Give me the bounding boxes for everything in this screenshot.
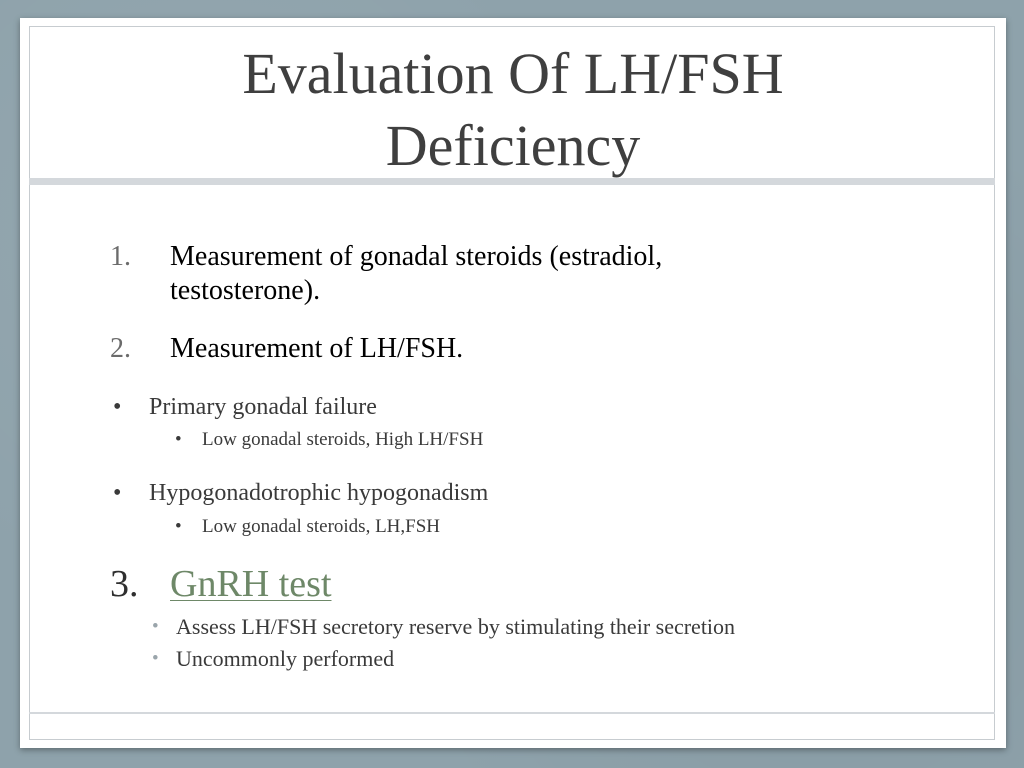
sub-bullet-marker: • <box>175 429 182 450</box>
bullet-marker: • <box>113 480 122 506</box>
sub-bullet-marker: • <box>152 616 159 637</box>
slide-title-line-2: Deficiency <box>385 113 641 178</box>
slide <box>20 18 1006 748</box>
footer-divider <box>29 712 995 714</box>
sub-bullet-text: Assess LH/FSH secretory reserve by stimulating their secretion <box>176 614 736 639</box>
item-text: Measurement of LH/FSH. <box>170 333 464 364</box>
sub-bullet-marker: • <box>152 648 159 669</box>
item-text-line-1: Measurement of gonadal steroids (estradiol, <box>170 241 663 272</box>
sub-bullet-text: Low gonadal steroids, High LH/FSH <box>202 429 484 450</box>
sub-bullet-marker: • <box>175 516 182 537</box>
bullet-text: Hypogonadotrophic hypogonadism <box>149 480 489 506</box>
sub-bullet-text: Uncommonly performed <box>176 646 395 671</box>
gnrh-test-link[interactable]: GnRH test <box>170 563 332 605</box>
item-number: 2. <box>110 333 131 364</box>
bullet-marker: • <box>113 394 122 420</box>
item-text-line-2: testosterone). <box>170 275 321 306</box>
sub-bullet-text: Low gonadal steroids, LH,FSH <box>202 516 441 537</box>
bullet-text: Primary gonadal failure <box>149 394 377 420</box>
slide-title-line-1: Evaluation Of LH/FSH <box>242 41 784 106</box>
slide-content <box>20 18 1006 748</box>
item-number: 1. <box>110 241 131 272</box>
item-number: 3. <box>110 563 139 605</box>
